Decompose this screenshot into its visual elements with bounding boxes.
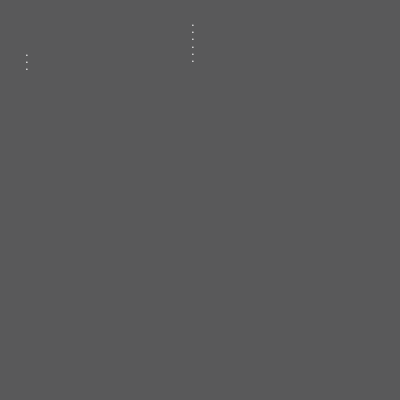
section-heading (180, 9, 250, 15)
paragraph (96, 9, 168, 15)
section (346, 3, 400, 15)
section-title (96, 18, 168, 24)
section-heading (96, 18, 168, 24)
section-title (180, 76, 250, 82)
section (14, 9, 84, 21)
section (262, 24, 334, 36)
section-title (355, 33, 400, 39)
bullet-item (26, 60, 84, 66)
paragraph (14, 0, 84, 6)
section-number (96, 33, 102, 39)
section (96, 3, 168, 15)
section-number (346, 18, 352, 24)
section (346, 33, 400, 45)
section-number (262, 24, 268, 30)
paragraph (180, 67, 250, 73)
section-title (23, 9, 84, 15)
bullet-item (192, 45, 250, 51)
bullet-item (192, 23, 250, 29)
section-number (346, 3, 352, 9)
text-column-4 (262, 0, 334, 400)
text-column-2 (96, 0, 168, 400)
bullet-list (180, 23, 250, 65)
section (262, 9, 334, 21)
bullet-item (192, 59, 250, 65)
section-number (14, 24, 20, 30)
bullet-dot-icon: • (192, 37, 194, 44)
paragraph (346, 39, 400, 45)
paragraph (14, 30, 84, 36)
section-title (355, 3, 400, 9)
section-title (271, 9, 334, 15)
paragraph (180, 0, 250, 6)
bullet-item (26, 67, 84, 73)
section (180, 9, 250, 65)
bullet-item (192, 37, 250, 43)
section-heading (262, 24, 334, 30)
paragraph (262, 0, 334, 6)
section (96, 33, 168, 45)
section-title (189, 9, 250, 15)
paragraph (14, 45, 84, 51)
section (14, 24, 84, 36)
section-title (23, 39, 84, 45)
bullet-dot-icon: • (192, 44, 194, 51)
section-title (96, 3, 168, 9)
section-title (271, 24, 334, 30)
bullet-dot-icon: • (192, 30, 194, 37)
bullet-dot-icon: • (26, 67, 28, 74)
paragraph (96, 24, 168, 30)
section (14, 39, 84, 74)
section-heading (346, 18, 400, 24)
section (96, 18, 168, 30)
text-column-3 (180, 0, 250, 400)
paragraph (180, 15, 250, 21)
bullet-dot-icon: • (192, 59, 194, 66)
section-number (180, 9, 186, 15)
bullet-dot-icon: • (192, 51, 194, 58)
bullet-item (192, 30, 250, 36)
bullet-dot-icon: • (192, 23, 194, 29)
section-heading (14, 39, 84, 45)
paragraph (96, 39, 168, 45)
bullet-dot-icon: • (26, 60, 28, 67)
section-heading (346, 33, 400, 39)
section (180, 76, 250, 88)
bullet-dot-icon: • (26, 53, 28, 59)
bullet-item (192, 52, 250, 58)
section-heading (96, 33, 168, 39)
text-column-5 (346, 0, 400, 400)
bullet-list (14, 53, 84, 74)
paragraph (180, 82, 250, 88)
text-column-1 (14, 0, 84, 400)
paragraph (262, 30, 334, 36)
paragraph (14, 15, 84, 21)
section-number (14, 39, 20, 45)
section-number (14, 9, 20, 15)
paragraph (346, 9, 400, 15)
section-title (355, 18, 400, 24)
section (346, 18, 400, 30)
section-heading (14, 24, 84, 30)
paragraph (346, 24, 400, 30)
section-heading (346, 3, 400, 9)
bullet-item (26, 53, 84, 59)
section-title (105, 33, 168, 39)
section-heading (96, 3, 168, 9)
section-heading (14, 9, 84, 15)
paragraph (262, 15, 334, 21)
section-heading (262, 9, 334, 15)
section-title (23, 24, 84, 30)
section-heading (180, 76, 250, 82)
section-number (346, 33, 352, 39)
section-number (262, 9, 268, 15)
